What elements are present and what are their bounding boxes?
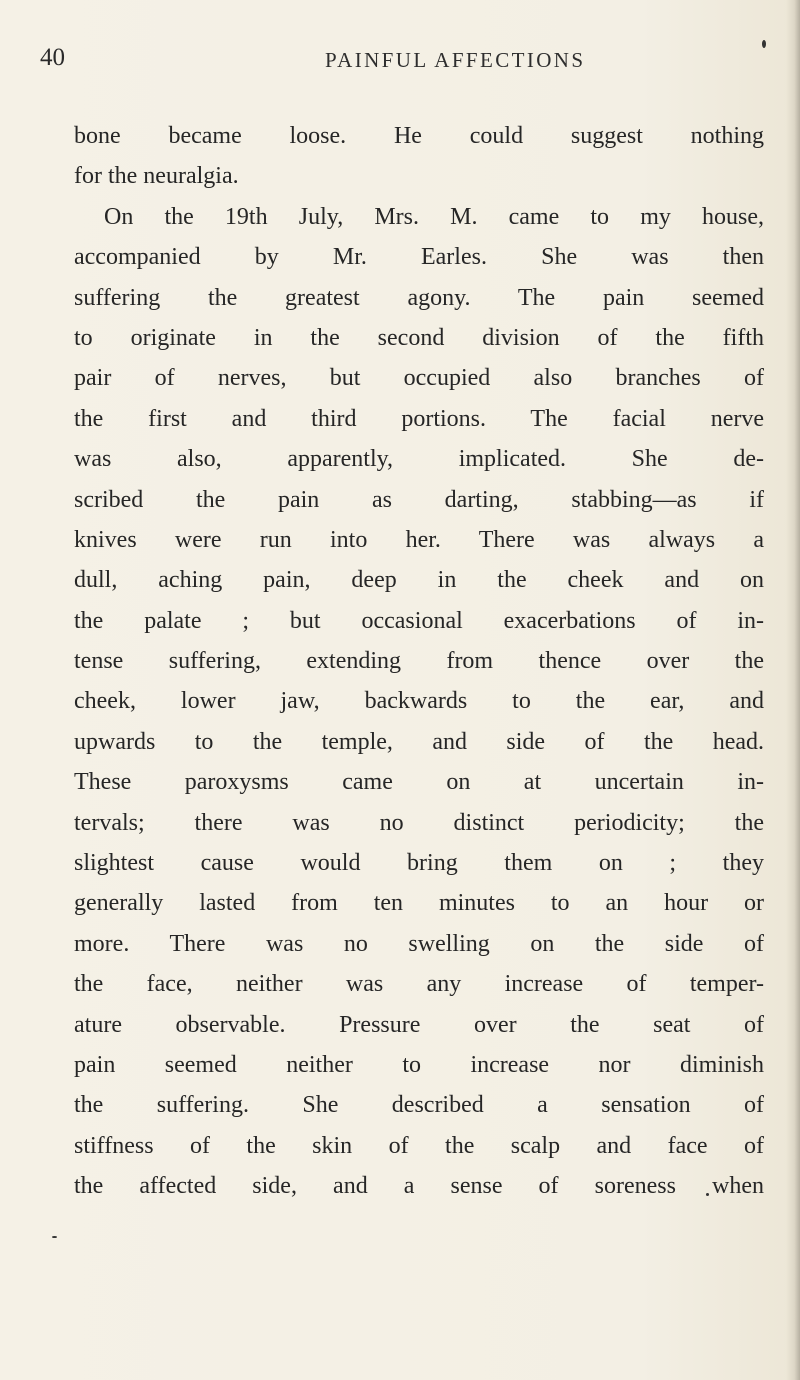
text-line: ature observable. Pressure over the seat of	[74, 1011, 764, 1038]
text-line: the suffering. She described a sensation of	[74, 1092, 764, 1119]
text-line: These paroxysms came on at uncertain in-	[74, 769, 764, 796]
text-line: stiffness of the skin of the scalp and face of	[74, 1132, 764, 1159]
page-header	[40, 44, 760, 84]
text-line: for the neuralgia.	[74, 163, 239, 190]
text-line: the palate ; but occasional exacerbations of in-	[74, 607, 764, 634]
text-line: bone became loose. He could suggest nothing	[74, 123, 764, 149]
text-line: tense suffering, extending from thence over the	[74, 648, 764, 675]
text-line: the affected side, and a sense of soreness when	[74, 1173, 764, 1200]
text-line: scribed the pain as darting, stabbing—as if	[74, 486, 764, 513]
text-line: was also, apparently, implicated. She de-	[74, 446, 764, 473]
page-edge-shadow	[786, 0, 800, 1380]
text-line: pair of nerves, but occupied also branches of	[74, 365, 764, 392]
text-line: cheek, lower jaw, backwards to the ear, and	[74, 688, 764, 715]
speck	[52, 1236, 57, 1238]
text-line: more. There was no swelling on the side of	[74, 930, 764, 957]
text-line: slightest cause would bring them on ; they	[74, 850, 764, 877]
speck	[762, 40, 766, 48]
text-line: generally lasted from ten minutes to an hour or	[74, 890, 764, 917]
text-line: the first and third portions. The facial nerve	[74, 405, 764, 432]
body-text	[74, 116, 764, 1207]
text-line: to originate in the second division of the fifth	[74, 324, 764, 351]
text-line: pain seemed neither to increase nor diminish	[74, 1051, 764, 1078]
text-line: suffering the greatest agony. The pain seemed	[74, 284, 764, 311]
text-line: accompanied by Mr. Earles. She was then	[74, 244, 764, 271]
page-number: 40	[40, 44, 65, 71]
text-line: On the 19th July, Mrs. M. came to my house,	[104, 203, 764, 230]
text-line: upwards to the temple, and side of the head.	[74, 728, 764, 755]
running-head: PAINFUL AFFECTIONS	[325, 48, 586, 72]
text-line: tervals; there was no distinct periodicity; the	[74, 809, 764, 836]
text-line: knives were run into her. There was always a	[74, 526, 764, 553]
text-line: dull, aching pain, deep in the cheek and on	[74, 567, 764, 594]
text-line: the face, neither was any increase of temper-	[74, 971, 764, 998]
